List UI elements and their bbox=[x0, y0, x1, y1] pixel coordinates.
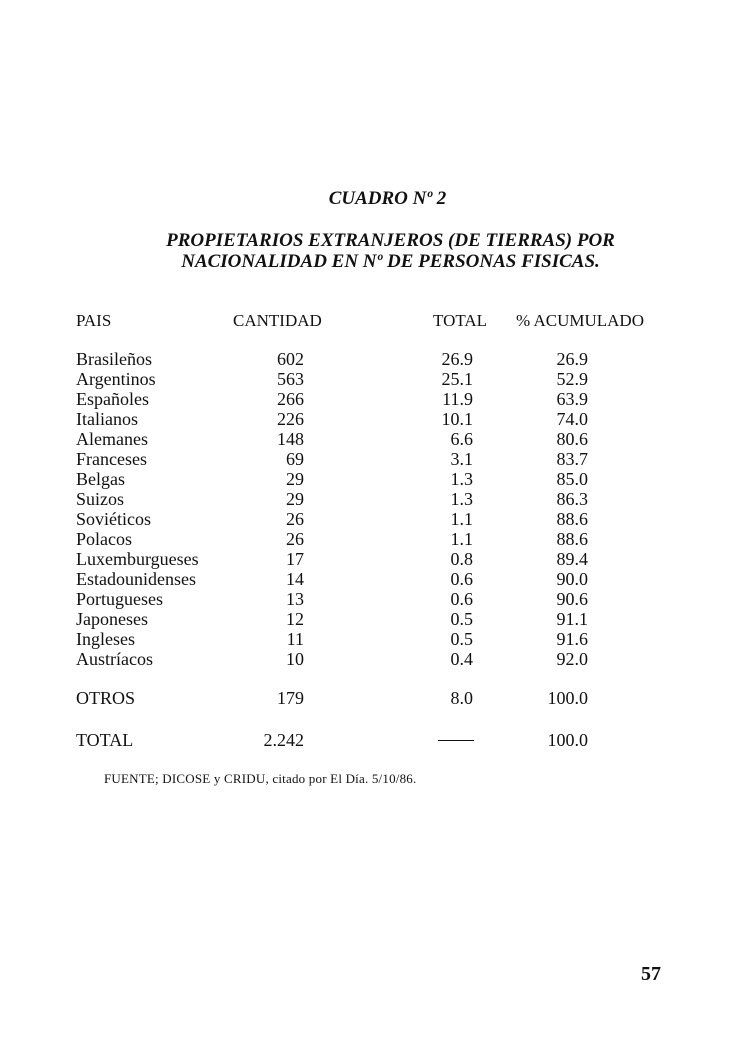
cell-total: 6.6 bbox=[450, 429, 473, 449]
cell-pais: Soviéticos bbox=[76, 509, 151, 529]
cell-cantidad: 148 bbox=[277, 429, 304, 449]
table-title-line-2: NACIONALIDAD EN Nº DE PERSONAS FISICAS. bbox=[181, 251, 600, 272]
cell-pais: Ingleses bbox=[76, 629, 135, 649]
cell-cantidad: 69 bbox=[286, 449, 304, 469]
cell-cantidad: 11 bbox=[286, 629, 304, 649]
row-otros bbox=[0, 688, 737, 708]
total-dash bbox=[438, 740, 474, 741]
table-row bbox=[0, 569, 737, 589]
cell-total: 1.3 bbox=[450, 469, 473, 489]
cell-pais: Españoles bbox=[76, 389, 149, 409]
cell-acumulado: 88.6 bbox=[556, 529, 588, 549]
source-note: FUENTE; DICOSE y CRIDU, citado por El Día. 5/10/86. bbox=[104, 771, 417, 786]
cell-pais: Polacos bbox=[76, 529, 132, 549]
cell-pais: OTROS bbox=[76, 688, 136, 708]
cell-cantidad: 29 bbox=[286, 469, 304, 489]
table-caption: CUADRO Nº 2 bbox=[328, 188, 447, 209]
table-row bbox=[0, 489, 737, 509]
cell-cantidad: 26 bbox=[286, 529, 304, 549]
cell-acumulado: 88.6 bbox=[556, 509, 588, 529]
cell-total: 11.9 bbox=[442, 389, 473, 409]
header-total: TOTAL bbox=[433, 311, 488, 330]
cell-cantidad: 10 bbox=[286, 649, 304, 669]
cell-total: 8.0 bbox=[450, 688, 473, 708]
cell-acumulado: 89.4 bbox=[556, 549, 588, 569]
cell-cantidad: 14 bbox=[286, 569, 304, 589]
cell-pais: Portugueses bbox=[76, 589, 163, 609]
cell-total: 0.6 bbox=[450, 589, 473, 609]
table-row bbox=[0, 389, 737, 409]
header-pais: PAIS bbox=[76, 311, 112, 330]
table-row bbox=[0, 509, 737, 529]
cell-pais: Belgas bbox=[76, 469, 125, 489]
cell-cantidad: 226 bbox=[277, 409, 304, 429]
cell-cantidad: 2.242 bbox=[263, 730, 304, 750]
row-total bbox=[0, 730, 737, 750]
cell-acumulado: 83.7 bbox=[556, 449, 588, 469]
cell-cantidad: 13 bbox=[286, 589, 304, 609]
cell-pais: Suizos bbox=[76, 489, 125, 509]
cell-acumulado: 85.0 bbox=[556, 469, 588, 489]
cell-pais: Brasileños bbox=[76, 349, 152, 369]
cell-acumulado: 92.0 bbox=[556, 649, 588, 669]
cell-acumulado: 74.0 bbox=[556, 409, 588, 429]
cell-cantidad: 266 bbox=[277, 389, 304, 409]
cell-total: 1.1 bbox=[450, 529, 473, 549]
cell-pais: Alemanes bbox=[76, 429, 148, 449]
cell-total: 26.9 bbox=[441, 349, 473, 369]
cell-total: 0.4 bbox=[450, 649, 473, 669]
table-row bbox=[0, 349, 737, 369]
table-row bbox=[0, 469, 737, 489]
header-acumulado: % ACUMULADO bbox=[516, 311, 644, 330]
cell-acumulado: 80.6 bbox=[556, 429, 588, 449]
cell-total: 0.5 bbox=[450, 629, 473, 649]
cell-pais: Italianos bbox=[76, 409, 138, 429]
cell-pais: Austríacos bbox=[76, 649, 153, 669]
cell-acumulado: 90.0 bbox=[556, 569, 588, 589]
cell-acumulado: 90.6 bbox=[556, 589, 588, 609]
cell-pais: Estadounidenses bbox=[76, 569, 196, 589]
cell-cantidad: 26 bbox=[286, 509, 304, 529]
cell-pais: Franceses bbox=[76, 449, 147, 469]
cell-cantidad: 602 bbox=[277, 349, 304, 369]
cell-pais: Luxemburgueses bbox=[76, 549, 199, 569]
cell-acumulado: 26.9 bbox=[556, 349, 588, 369]
cell-acumulado: 100.0 bbox=[547, 730, 588, 750]
cell-acumulado: 52.9 bbox=[556, 369, 588, 389]
cell-pais: Japoneses bbox=[76, 609, 148, 629]
cell-acumulado: 63.9 bbox=[556, 389, 588, 409]
cell-total: 1.3 bbox=[450, 489, 473, 509]
cell-total: 1.1 bbox=[450, 509, 473, 529]
table-row bbox=[0, 589, 737, 609]
cell-total: 0.8 bbox=[450, 549, 473, 569]
cell-cantidad: 17 bbox=[286, 549, 304, 569]
cell-acumulado: 86.3 bbox=[556, 489, 588, 509]
cell-pais: TOTAL bbox=[76, 730, 134, 750]
table-row bbox=[0, 609, 737, 629]
table-row bbox=[0, 369, 737, 389]
cell-acumulado: 91.1 bbox=[556, 609, 588, 629]
cell-total: 25.1 bbox=[441, 369, 473, 389]
table-row bbox=[0, 629, 737, 649]
header-cantidad: CANTIDAD bbox=[233, 311, 322, 330]
cell-total: 10.1 bbox=[441, 409, 473, 429]
cell-cantidad: 179 bbox=[277, 688, 304, 708]
cell-cantidad: 12 bbox=[286, 609, 304, 629]
table-title-line-1: PROPIETARIOS EXTRANJEROS (DE TIERRAS) POR bbox=[166, 230, 615, 251]
table-row bbox=[0, 529, 737, 549]
table-row bbox=[0, 409, 737, 429]
cell-pais: Argentinos bbox=[76, 369, 156, 389]
table-row bbox=[0, 649, 737, 669]
cell-total: 0.5 bbox=[450, 609, 473, 629]
cell-total: 0.6 bbox=[450, 569, 473, 589]
cell-acumulado: 100.0 bbox=[547, 688, 588, 708]
cell-cantidad: 563 bbox=[277, 369, 304, 389]
cell-total: 3.1 bbox=[450, 449, 473, 469]
table-row bbox=[0, 429, 737, 449]
table-row bbox=[0, 549, 737, 569]
table-row bbox=[0, 449, 737, 469]
page-number: 57 bbox=[641, 963, 661, 985]
cell-cantidad: 29 bbox=[286, 489, 304, 509]
cell-acumulado: 91.6 bbox=[556, 629, 588, 649]
